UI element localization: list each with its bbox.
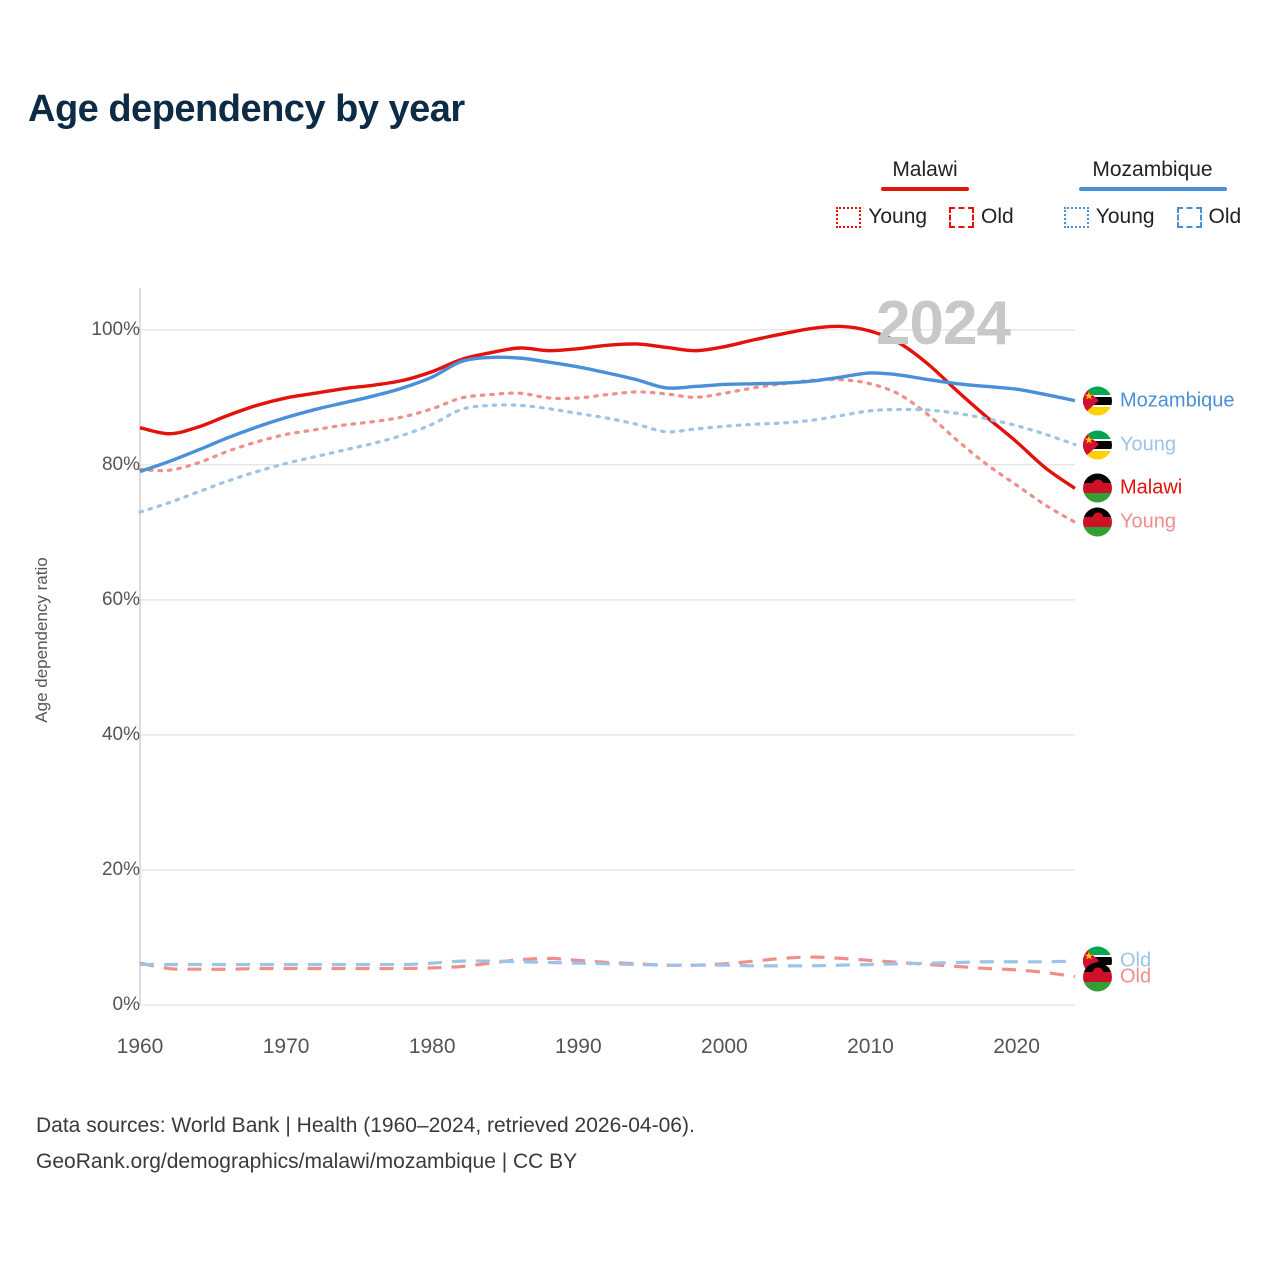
mozambique-flag-icon: [1083, 947, 1112, 976]
legend-item-mozambique-old[interactable]: [1177, 205, 1242, 229]
malawi-flag-icon: [1083, 962, 1112, 991]
x-tick-label: 1990: [554, 1035, 602, 1058]
footer-data-sources: Data sources: World Bank | Health (1960–2024, retrieved 2026-04-06).: [36, 1114, 695, 1137]
legend-label-malawi-old: Old: [981, 205, 1014, 228]
y-tick-label: 40%: [101, 723, 140, 745]
x-tick-label: 1960: [116, 1035, 164, 1058]
end-label-text: Old: [1120, 949, 1152, 972]
mozambique-flag-icon: [1083, 386, 1112, 415]
legend-swatch-dashed-icon: [1177, 207, 1202, 228]
legend-label-mozambique-young: Young: [1095, 205, 1155, 228]
x-tick-label: 2020: [993, 1035, 1040, 1058]
chart-legend: [800, 158, 1270, 248]
footer: [36, 1108, 695, 1180]
y-tick-label: 60%: [101, 588, 140, 610]
legend-group-malawi: [820, 158, 1030, 229]
legend-item-mozambique-young[interactable]: [1064, 205, 1155, 229]
series-line: [140, 326, 1075, 488]
y-tick-label: 0%: [112, 994, 140, 1015]
legend-swatch-dotted-icon: [1064, 207, 1089, 228]
y-axis-ticks: [0, 0, 140, 1280]
year-watermark: 2024: [876, 289, 1010, 358]
legend-item-malawi-old[interactable]: [949, 205, 1014, 229]
end-label: [1083, 474, 1182, 503]
legend-rule-mozambique: [1079, 187, 1227, 191]
x-tick-label: 2010: [847, 1035, 894, 1058]
y-tick-label: 100%: [91, 318, 140, 340]
end-label: [1083, 430, 1176, 459]
legend-country-mozambique: Mozambique: [1092, 158, 1213, 181]
end-label-text: Mozambique: [1120, 389, 1235, 412]
page-title: Age dependency by year: [28, 88, 465, 130]
end-label-text: Malawi: [1120, 476, 1183, 499]
legend-country-malawi: Malawi: [892, 158, 958, 181]
end-label-text: Old: [1120, 965, 1152, 988]
legend-label-malawi-young: Young: [868, 205, 928, 228]
footer-attribution: GeoRank.org/demographics/malawi/mozambique | CC BY: [36, 1150, 578, 1173]
mozambique-flag-icon: [1083, 430, 1112, 459]
end-label-text: Young: [1120, 433, 1176, 456]
y-tick-label: 20%: [101, 858, 140, 880]
legend-rule-malawi: [881, 187, 969, 191]
x-tick-label: 1980: [408, 1035, 456, 1058]
series-line: [140, 357, 1075, 471]
end-label: [1083, 947, 1151, 976]
y-tick-label: 80%: [101, 453, 140, 475]
end-label: [1083, 508, 1176, 537]
legend-item-malawi-young[interactable]: [836, 205, 927, 229]
end-label: [1083, 962, 1151, 991]
end-label: [1083, 386, 1235, 415]
x-tick-label: 2000: [701, 1035, 748, 1058]
legend-group-mozambique: [1045, 158, 1260, 229]
legend-swatch-dashed-icon: [949, 207, 974, 228]
legend-swatch-dotted-icon: [836, 207, 861, 228]
series-line: [140, 961, 1075, 966]
malawi-flag-icon: [1083, 508, 1112, 537]
y-axis-label: Age dependency ratio: [32, 557, 51, 723]
series-line: [140, 405, 1075, 512]
malawi-flag-icon: [1083, 474, 1112, 503]
x-tick-label: 1970: [262, 1035, 310, 1058]
legend-label-mozambique-old: Old: [1208, 205, 1242, 228]
series-line: [140, 957, 1075, 977]
series-line: [140, 379, 1075, 522]
end-label-text: Young: [1120, 510, 1176, 533]
